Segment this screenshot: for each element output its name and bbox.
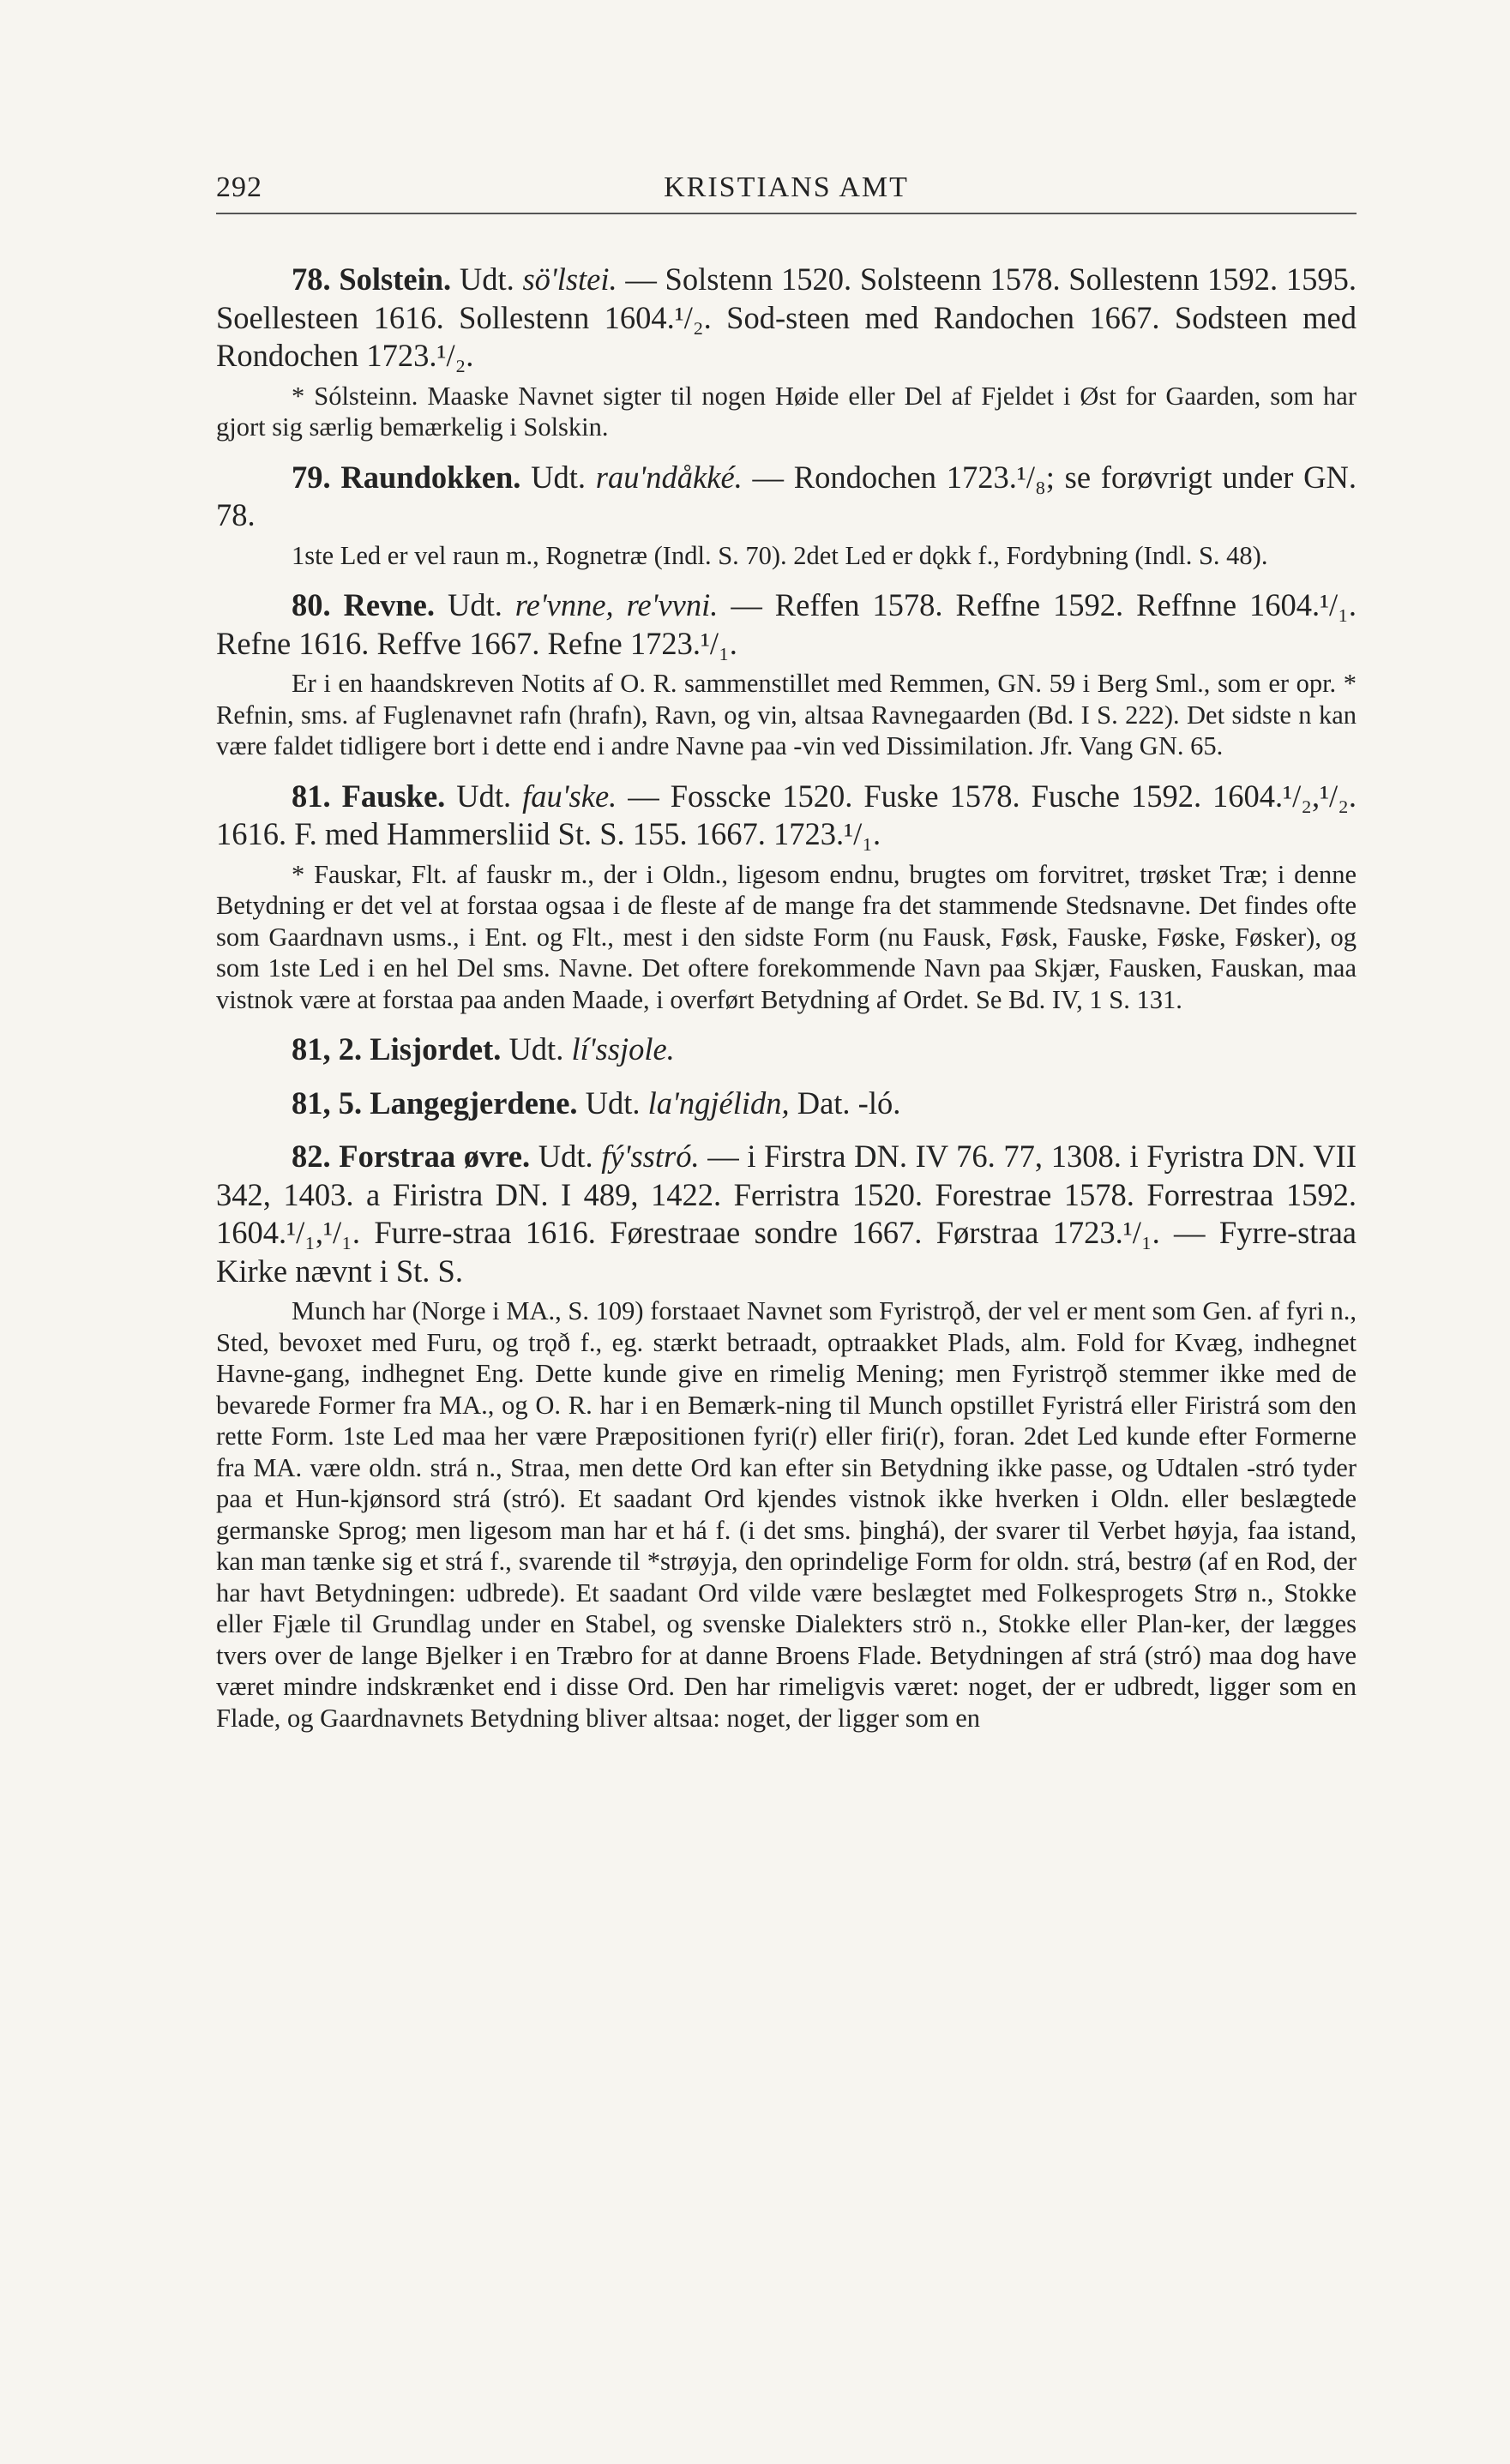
entry-number: 78.: [292, 261, 331, 297]
entry-79: [216, 459, 1357, 572]
entry-name: Langegjerdene.: [370, 1085, 578, 1121]
pronunciation: la'ngjélidn,: [647, 1085, 790, 1121]
entry-note: * Sólsteinn. Maaske Navnet sigter til nogen Høide eller Del af Fjeldet i Øst for Gaarden, som har gjort sig særlig bemærkelig i Solskin.: [216, 381, 1357, 442]
pronunciation: lí'ssjole.: [571, 1031, 675, 1067]
historical-forms: — Fosscke 1520. Fuske 1578. Fusche 1592. 1604.¹/₂,¹/₂. 1616. F. med Hammersliid St. S. 155. 1667. 1723.¹/₁.: [216, 778, 1357, 851]
page-number: 292: [216, 171, 262, 203]
entry-number: 81, 2.: [292, 1031, 363, 1067]
entry-name: Solstein.: [339, 261, 452, 297]
udt-label: Udt.: [538, 1139, 593, 1174]
entry-number: 81.: [292, 778, 331, 814]
entry-name: Lisjordet.: [370, 1031, 502, 1067]
entry-number: 79.: [292, 459, 331, 495]
page-content: [216, 261, 1357, 1734]
udt-label: Udt.: [459, 261, 514, 297]
page: [216, 171, 1357, 1749]
udt-label: Udt.: [508, 1031, 564, 1067]
entry-number: 82.: [292, 1139, 331, 1174]
entry-name: Forstraa øvre.: [339, 1139, 531, 1174]
entry-81-5: [216, 1085, 1357, 1123]
running-head: KRISTIANS AMT: [664, 171, 909, 203]
entry-80: [216, 586, 1357, 762]
entry-82: [216, 1138, 1357, 1734]
entry-number: 81, 5.: [292, 1085, 363, 1121]
pronunciation: re'vnne, re'vvni.: [514, 587, 719, 622]
pronunciation: fý'sstró.: [601, 1139, 700, 1174]
entry-name: Raundokken.: [340, 459, 521, 495]
historical-forms: — i Firstra DN. IV 76. 77, 1308. i Fyristra DN. VII 342, 1403. a Firistra DN. I 489, 1422. Ferristra 1520. Forestrae 1578. Forrestraa 1592. 1604.¹/₁,¹/₁. Furre-straa 1616. Førestraae sondre 1667. Førstraa 1723.¹/₁. — Fyrre-straa Kirke nævnt i St. S.: [216, 1139, 1357, 1289]
entry-81-2: [216, 1031, 1357, 1069]
pronunciation: rau'ndåkké.: [595, 459, 743, 495]
historical-forms: — Solstenn 1520. Solsteenn 1578. Sollestenn 1592. 1595. Soellesteen 1616. Sollestenn 1604.¹/₂. Sod-steen med Randochen 1667. Sodsteen med Rondochen 1723.¹/₂.: [216, 261, 1357, 373]
entry-name: Fauske.: [341, 778, 446, 814]
udt-label: Udt.: [447, 587, 502, 622]
pronunciation: sö'lstei.: [522, 261, 617, 297]
entry-81: [216, 778, 1357, 1016]
page-header: [216, 171, 1357, 214]
entry-name: Revne.: [343, 587, 436, 622]
historical-forms: Dat. -ló.: [797, 1085, 901, 1121]
udt-label: Udt.: [531, 459, 587, 495]
udt-label: Udt.: [585, 1085, 641, 1121]
entry-note: * Fauskar, Flt. af fauskr m., der i Oldn., ligesom endnu, brugtes om forvitret, trøsket Træ; i denne Betydning er det vel at forstaa ogsaa i de fleste af de mange fra det stammende Stedsnavne. Det findes ofte som Gaardnavn usms., i Ent. og Flt., mest i den sidste Form (nu Fausk, Føsk, Fauske, Føske, Føsker), og som 1ste Led i en hel Del sms. Navne. Det oftere forekommende Navn paa Skjær, Fausken, Fauskan, maa vistnok være at forstaa paa anden Maade, i overført Betydning af Ordet. Se Bd. IV, 1 S. 131.: [216, 859, 1357, 1014]
entry-78: [216, 261, 1357, 443]
entry-note: Munch har (Norge i MA., S. 109) forstaaet Navnet som Fyristrǫð, der vel er ment som Gen. af fyri n., Sted, bevoxet med Furu, og trǫð f., eg. stærkt betraadt, optraakket Plads, alm. Fold for Kvæg, indhegnet Havne-gang, indhegnet Eng. Dette kunde give en rimelig Mening; men Fyristrǫð stemmer ikke med de bevarede Former fra MA., og O. R. har i en Bemærk-ning til Munch opstillet Fyristrá eller Firistrá som den rette Form. 1ste Led maa her være Præpositionen fyri(r) eller firi(r), foran. 2det Led kunde efter Formerne fra MA. være oldn. strá n., Straa, men dette Ord kan efter sin Betydning ikke passe, og Udtalen -stró tyder paa et Hun-kjønsord strá (stró). Et saadant Ord kjendes vistnok ikke hverken i Oldn. eller beslægtede germanske Sprog; men ligesom man har et há f. (i det sms. þinghá), der svarer til Verbet høyja, faa istand, kan man tænke sig et strá f., svarende til *strøyja, den oprindelige Form for oldn. strá, bestrø (af en Rod, der har havt Betydningen: udbrede). Et saadant Ord vilde være beslægtet med Folkesprogets Strø n., Stokke eller Fjæle til Grundlag under en Stabel, og svenske Dialekters strö n., Stokke eller Plan-ker, der lægges tvers over de lange Bjelker i en Træbro for at danne Broens Flade. Betydningen af strá (stró) maa dog have været mindre indskrænket end i disse Ord. Den har rimeligvis været: noget, der er udbredt, ligger som en Flade, og Gaardnavnets Betydning bliver altsaa: noget, der ligger som en: [216, 1296, 1357, 1733]
historical-forms: — Rondochen 1723.¹/₈; se forøvrigt under GN. 78.: [216, 459, 1357, 532]
entry-number: 80.: [292, 587, 331, 622]
pronunciation: fau'ske.: [522, 778, 617, 814]
udt-label: Udt.: [456, 778, 512, 814]
historical-forms: — Reffen 1578. Reffne 1592. Reffnne 1604.¹/₁. Refne 1616. Reffve 1667. Refne 1723.¹/₁.: [216, 587, 1357, 661]
entry-note: 1ste Led er vel raun m., Rognetræ (Indl. S. 70). 2det Led er dǫkk f., Fordybning (Indl. S. 48).: [292, 540, 1268, 570]
entry-note: Er i en haandskreven Notits af O. R. sammenstillet med Remmen, GN. 59 i Berg Sml., som er opr. * Refnin, sms. af Fuglenavnet rafn (hrafn), Ravn, og vin, altsaa Ravnegaarden (Bd. I S. 222). Det sidste n kan være faldet tidligere bort i dette end i andre Navne paa -vin ved Dissimilation. Jfr. Vang GN. 65.: [216, 669, 1357, 760]
